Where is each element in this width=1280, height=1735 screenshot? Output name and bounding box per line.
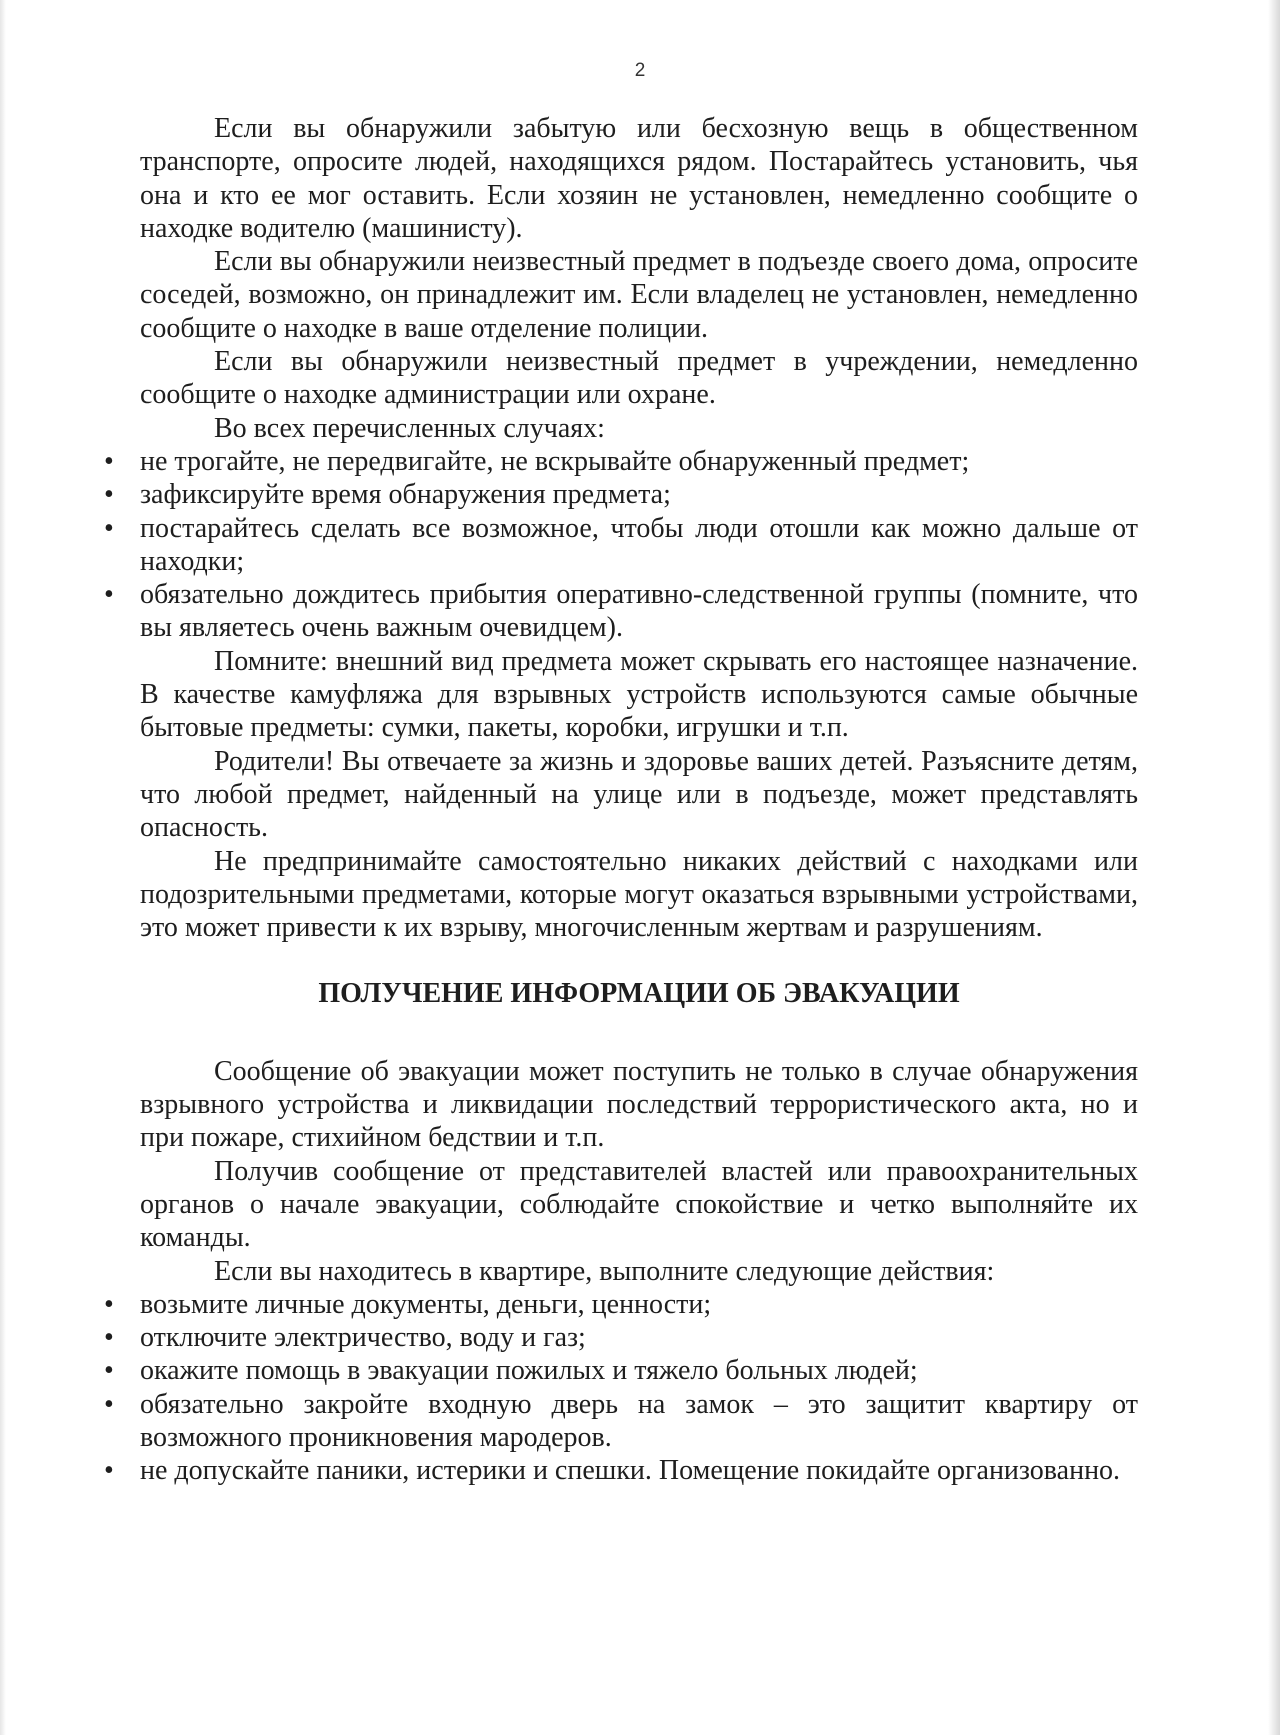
paragraph-remember-camouflage: Помните: внешний вид предмета может скрывать его настоящее назначение. В качестве камуфляжа для взрывных устройств используются самые обычные бытовые предметы: сумки, пакеты, коробки, игрушки и т.п. <box>140 645 1138 744</box>
evacuation-actions-list <box>104 1288 1138 1488</box>
paragraph-do-not-act: Не предпринимайте самостоятельно никаких действий с находками или подозрительными предметами, которые могут оказаться взрывными устройствами, это может привести к их взрыву, многочисленным жертвам и разрушениям. <box>140 845 1138 944</box>
list-item: • зафиксируйте время обнаружения предмета; <box>104 479 671 511</box>
paragraph-found-item-entrance: Если вы обнаружили неизвестный предмет в подъезде своего дома, опросите соседей, возможно, он принадлежит им. Если владелец не установлен, немедленно сообщите о находке в ваше отделение полиции. <box>140 246 1138 344</box>
paragraph-in-all-cases: Во всех перечисленных случаях: <box>214 412 605 444</box>
list-item: • окажите помощь в эвакуации пожилых и тяжело больных людей; <box>104 1355 918 1387</box>
list-item: • не трогайте, не передвигайте, не вскрывайте обнаруженный предмет; <box>104 445 970 477</box>
bullet-icon: • <box>104 1322 114 1354</box>
paragraph-found-item-institution: Если вы обнаружили неизвестный предмет в учреждении, немедленно сообщите о находке администрации или охране. <box>140 346 1138 411</box>
bullet-icon: • <box>104 1455 114 1487</box>
list-item: • обязательно дождитесь прибытия оперативно-следственной группы (помните, что вы являетесь очень важным очевидцем). <box>104 579 1138 644</box>
list-item: • постарайтесь сделать все возможное, чтобы люди отошли как можно дальше от находки; <box>104 512 1138 577</box>
list-item: • отключите электричество, воду и газ; <box>104 1322 586 1354</box>
bullet-icon: • <box>104 1388 114 1420</box>
section-heading-evacuation: ПОЛУЧЕНИЕ ИНФОРМАЦИИ ОБ ЭВАКУАЦИИ <box>318 978 960 1010</box>
page-number: 2 <box>634 60 646 81</box>
bullet-icon: • <box>104 1288 114 1320</box>
document-body <box>104 112 1138 1488</box>
scan-shadow-left <box>0 0 6 1735</box>
bullet-icon: • <box>104 1355 114 1387</box>
list-item: • возьмите личные документы, деньги, ценности; <box>104 1288 712 1320</box>
paragraph-parents: Родители! Вы отвечаете за жизнь и здоровье ваших детей. Разъясните детям, что любой предмет, найденный на улице или в подъезде, может представлять опасность. <box>140 745 1138 844</box>
paragraph-in-apartment: Если вы находитесь в квартире, выполните следующие действия: <box>214 1255 995 1287</box>
bullet-icon: • <box>104 479 114 511</box>
found-item-instructions-list <box>104 445 1138 645</box>
paragraph-found-item-transport: Если вы обнаружили забытую или бесхозную вещь в общественном транспорте, опросите людей, находящихся рядом. Постарайтесь установить, чья она и кто ее мог оставить. Если хозяин не установлен, немедленно сообщите о находке водителю (машинисту). <box>140 113 1138 244</box>
bullet-icon: • <box>104 512 114 544</box>
paragraph-receiving-message: Получив сообщение от представителей властей или правоохранительных органов о начале эвакуации, соблюдайте спокойствие и четко выполняйте их команды. <box>140 1155 1138 1254</box>
bullet-icon: • <box>104 445 114 477</box>
list-item: • не допускайте паники, истерики и спешки. Помещение покидайте организованно. <box>104 1455 1121 1487</box>
scan-shadow-right <box>1268 0 1280 1735</box>
list-item: • обязательно закройте входную дверь на замок – это защитит квартиру от возможного проникновения мародеров. <box>104 1388 1138 1453</box>
bullet-icon: • <box>104 579 114 611</box>
paragraph-evacuation-message: Сообщение об эвакуации может поступить не только в случае обнаружения взрывного устройства и ликвидации последствий террористического акта, но и при пожаре, стихийном бедствии и т.п. <box>140 1055 1138 1154</box>
